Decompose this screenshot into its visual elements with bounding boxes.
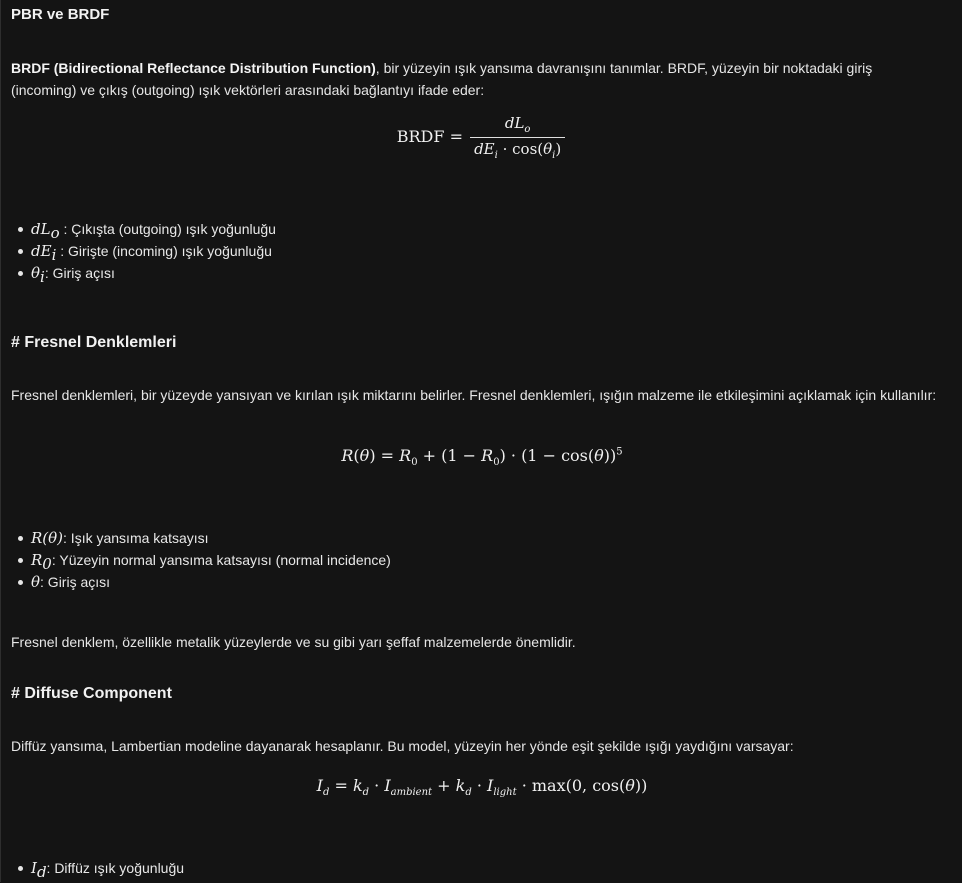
fresnel-intro: Fresnel denklemleri, bir yüzeyde yansıyan ve kırılan ışık miktarını belirler. Fresnel denklemleri, ışığın malzeme ile etkileşimini açıklamak için kullanılır: [11,387,937,403]
list-item: $dE_i$ : Girişte (incoming) ışık yoğunluğu [31,240,276,262]
diffuse-intro: Diffüz yansıma, Lambertian modeline dayanarak hesaplanır. Bu model, yüzeyin her yönde eşit şekilde ışığı yaydığını varsayar: [11,738,794,754]
diffuse-symbol-list [11,857,184,879]
fresnel-note: Fresnel denklem, özellikle metalik yüzeylerde ve su gibi yarı şeffaf malzemelerde önemlidir. [11,634,576,650]
diffuse-equation: $I_d = k_d \cdot I_{ambient} + k_d \cdot I_{light} \cdot \max(0$, cos(θ)) [316,776,648,799]
brdf-intro-text: , bir yüzeyin ışık yansıma davranışını tanımlar. BRDF, yüzeyin bir noktadaki giriş (incoming) ve çıkış (outgoing) ışık vektörleri arasındaki bağlantıyı ifade eder: [11,60,873,98]
brdf-equation: BRDF = $\frac{dL_o}{dE_i \cdot \cos(\theta_i)}$ [1,114,962,161]
brdf-equation-lhs: BRDF [396,127,445,146]
brdf-symbol-list [11,218,276,284]
fresnel-heading: # Fresnel Denklemleri [11,334,177,351]
list-item: R(θ): Işık yansıma katsayısı [31,527,391,549]
fresnel-symbol-list [11,527,391,593]
list-item: $\theta_i$: Giriş açısı [31,262,276,284]
list-item: $dL_o$ : Çıkışta (outgoing) ışık yoğunluğu [31,220,276,242]
brdf-intro [11,57,941,101]
fresnel-equation: $R(\theta) = R_0 + (1 - R_0) \cdot (1 - \cos(\theta))^5$ [341,446,623,469]
list-item: $I_d$: Diffüz ışık yoğunluğu [31,859,185,881]
brdf-fraction: $\frac{dL_o}{dE_i \cdot \cos(\theta_i)}$ [470,114,565,161]
brdf-intro-bold: BRDF (Bidirectional Reflectance Distribution Function) [11,60,376,76]
list-item: $R_0$: Yüzeyin normal yansıma katsayısı (normal incidence) [31,551,391,573]
diffuse-heading: # Diffuse Component [11,685,172,702]
list-item: θ: Giriş açısı [31,571,391,593]
page-title: PBR ve BRDF [11,6,110,23]
